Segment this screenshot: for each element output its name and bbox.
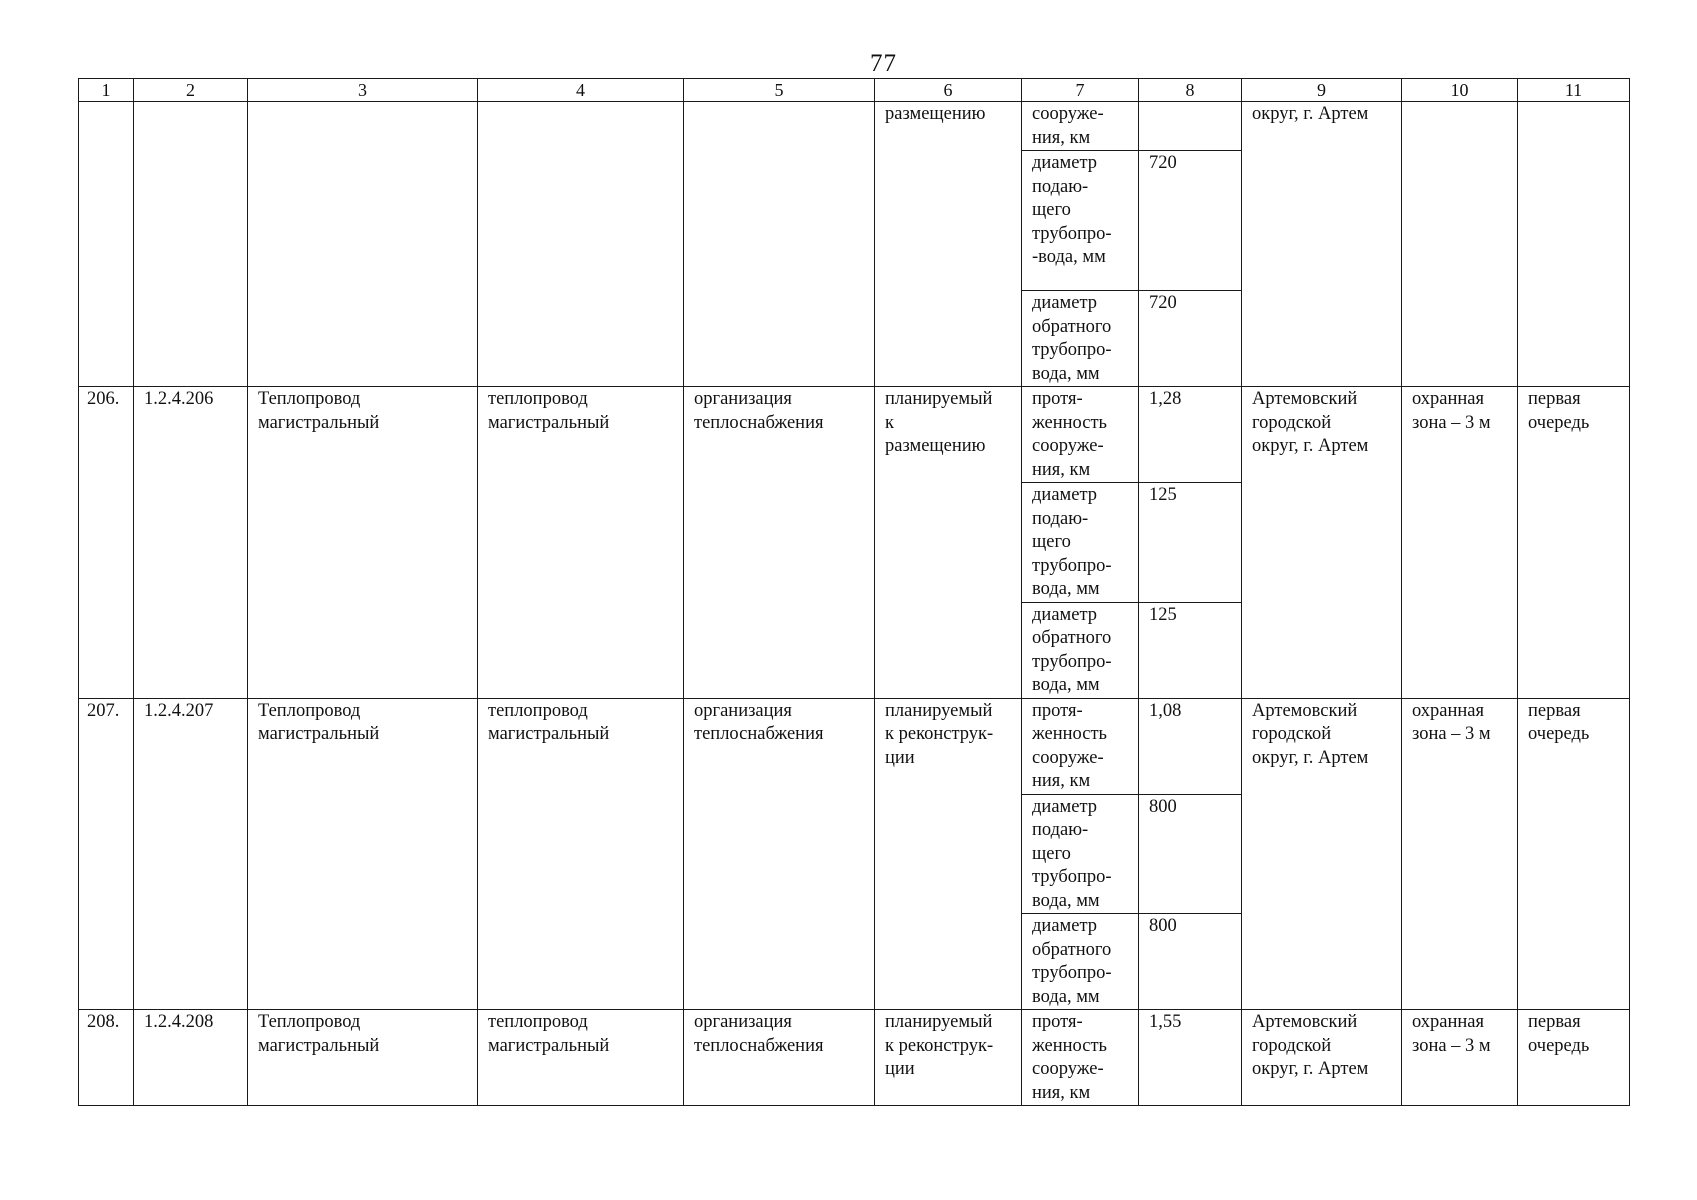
cell-status: планируемый к реконструк- ции <box>875 698 1022 1010</box>
cell-name: Теплопровод магистральный <box>248 1010 478 1106</box>
cell-stage: первая очередь <box>1518 387 1630 699</box>
table-row <box>79 387 1630 483</box>
cell-code <box>134 102 248 387</box>
cell-parameter: сооруже- ния, км <box>1022 102 1139 151</box>
cell-status: планируемый к реконструк- ции <box>875 1010 1022 1106</box>
cell-location: Артемовский городской округ, г. Артем <box>1242 1010 1402 1106</box>
cell-zone: охранная зона – 3 м <box>1402 1010 1518 1106</box>
cell-stage <box>1518 102 1630 387</box>
cell-purpose: организация теплоснабжения <box>684 1010 875 1106</box>
cell-location: Артемовский городской округ, г. Артем <box>1242 698 1402 1010</box>
cell-parameter: протя- женность сооруже- ния, км <box>1022 387 1139 483</box>
column-number-header: 6 <box>875 79 1022 102</box>
cell-value: 800 <box>1139 914 1242 1010</box>
cell-name <box>248 102 478 387</box>
cell-stage: первая очередь <box>1518 1010 1630 1106</box>
column-number-header: 2 <box>134 79 248 102</box>
cell-parameter: диаметр подаю- щего трубопро- вода, мм <box>1022 483 1139 603</box>
cell-stage: первая очередь <box>1518 698 1630 1010</box>
cell-type <box>478 102 684 387</box>
cell-status: размещению <box>875 102 1022 387</box>
cell-value <box>1139 102 1242 151</box>
cell-value: 125 <box>1139 483 1242 603</box>
page-number: 77 <box>870 50 897 77</box>
column-number-header: 5 <box>684 79 875 102</box>
column-number-header: 10 <box>1402 79 1518 102</box>
cell-parameter: диаметр обратного трубопро- вода, мм <box>1022 914 1139 1010</box>
table-row <box>79 1010 1630 1106</box>
cell-purpose <box>684 102 875 387</box>
cell-parameter: протя- женность сооруже- ния, км <box>1022 1010 1139 1106</box>
cell-name: Теплопровод магистральный <box>248 698 478 1010</box>
cell-code: 1.2.4.208 <box>134 1010 248 1106</box>
column-number-header: 3 <box>248 79 478 102</box>
objects-table <box>78 78 1630 1106</box>
cell-number: 207. <box>79 698 134 1010</box>
column-number-header-row <box>79 79 1630 102</box>
column-number-header: 1 <box>79 79 134 102</box>
cell-type: теплопровод магистральный <box>478 387 684 699</box>
cell-number: 206. <box>79 387 134 699</box>
cell-number: 208. <box>79 1010 134 1106</box>
cell-zone <box>1402 102 1518 387</box>
cell-value: 1,55 <box>1139 1010 1242 1106</box>
cell-value: 1,08 <box>1139 698 1242 794</box>
column-number-header: 11 <box>1518 79 1630 102</box>
cell-parameter: диаметр подаю- щего трубопро- -вода, мм <box>1022 151 1139 291</box>
cell-number <box>79 102 134 387</box>
cell-code: 1.2.4.207 <box>134 698 248 1010</box>
cell-code: 1.2.4.206 <box>134 387 248 699</box>
cell-parameter: диаметр подаю- щего трубопро- вода, мм <box>1022 794 1139 914</box>
continuation-row <box>79 102 1630 151</box>
cell-value: 125 <box>1139 602 1242 698</box>
cell-status: планируемый к размещению <box>875 387 1022 699</box>
cell-purpose: организация теплоснабжения <box>684 698 875 1010</box>
table-row <box>79 698 1630 794</box>
column-number-header: 4 <box>478 79 684 102</box>
cell-name: Теплопровод магистральный <box>248 387 478 699</box>
cell-value: 1,28 <box>1139 387 1242 483</box>
column-number-header: 7 <box>1022 79 1139 102</box>
cell-location: округ, г. Артем <box>1242 102 1402 387</box>
column-number-header: 9 <box>1242 79 1402 102</box>
cell-value: 720 <box>1139 151 1242 291</box>
cell-parameter: протя- женность сооруже- ния, км <box>1022 698 1139 794</box>
cell-type: теплопровод магистральный <box>478 1010 684 1106</box>
cell-value: 800 <box>1139 794 1242 914</box>
cell-zone: охранная зона – 3 м <box>1402 387 1518 699</box>
cell-type: теплопровод магистральный <box>478 698 684 1010</box>
cell-location: Артемовский городской округ, г. Артем <box>1242 387 1402 699</box>
cell-value: 720 <box>1139 291 1242 387</box>
cell-parameter: диаметр обратного трубопро- вода, мм <box>1022 291 1139 387</box>
cell-zone: охранная зона – 3 м <box>1402 698 1518 1010</box>
cell-purpose: организация теплоснабжения <box>684 387 875 699</box>
column-number-header: 8 <box>1139 79 1242 102</box>
cell-parameter: диаметр обратного трубопро- вода, мм <box>1022 602 1139 698</box>
